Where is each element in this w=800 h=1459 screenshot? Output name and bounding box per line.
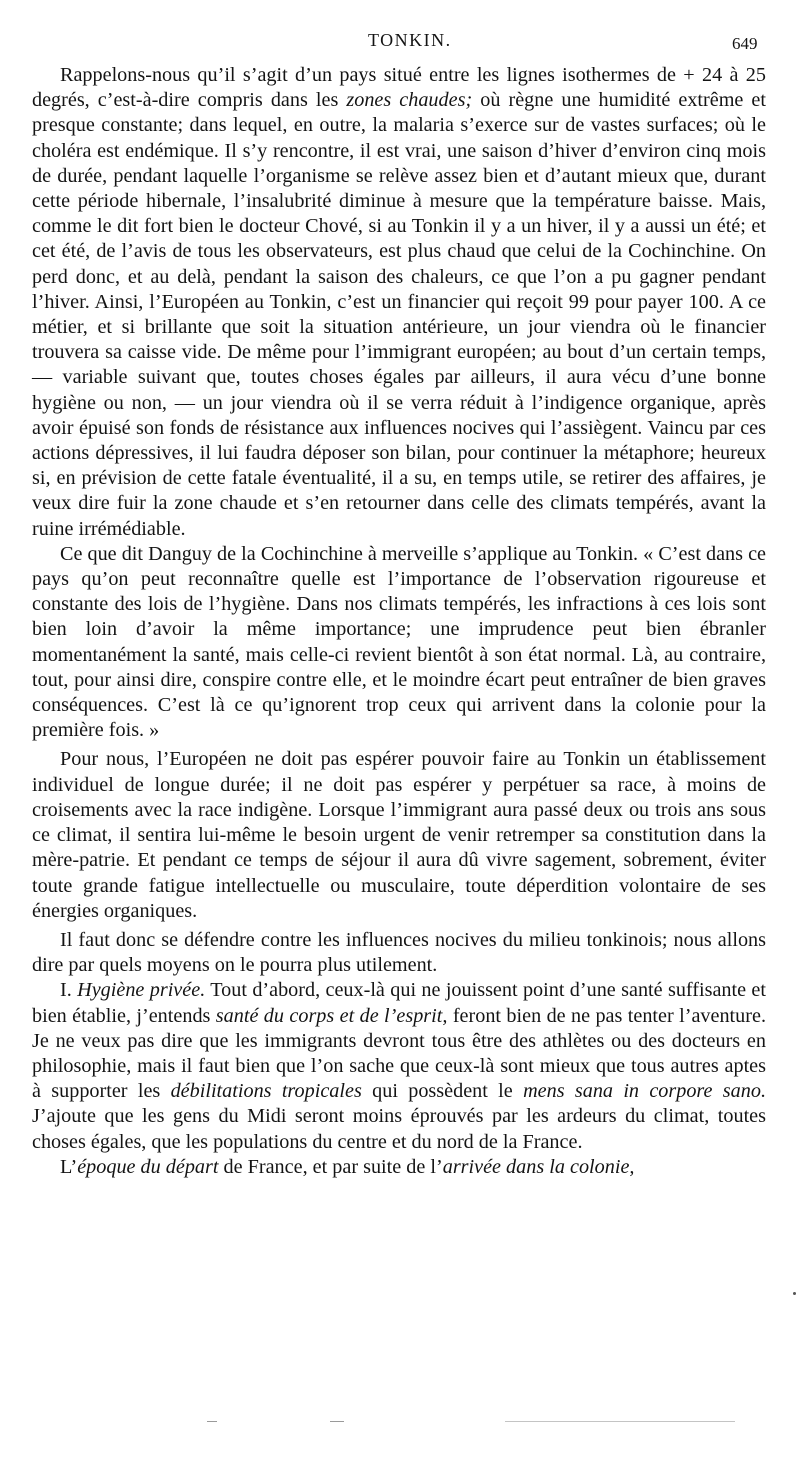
text-run: de France, et par suite de l’ xyxy=(218,1155,443,1178)
text-run: qui possèdent le xyxy=(361,1080,524,1103)
text-run: Rappelons-nous qu’il s’agit d’un pays situé entre les lignes isothermes de + 24 à 25 degrés, c’est-à-dire compris dans les xyxy=(32,64,766,112)
text-run: Il faut donc se défendre contre les influences nocives du milieu tonkinois; nous allons dire par quels moyens on le pourra plus utilement. xyxy=(32,928,766,977)
paragraph-6 xyxy=(32,1155,766,1180)
text-run: feront bien de ne pas tenter l’aventure. Je ne veux pas dire que les immigrants devront tous être des athlètes ou des docteurs en philosophie, mais il faut bien que l’on sache que ceux-là sont mieux que tous autres aptes à supporter les xyxy=(32,1004,766,1103)
italic-run: santé du corps et de l’esprit, xyxy=(215,1004,448,1027)
text-run: I. xyxy=(60,979,78,1002)
print-mark xyxy=(330,1421,344,1422)
bottom-print-marks xyxy=(0,1418,800,1428)
edge-speck xyxy=(793,1292,796,1295)
paragraph-5 xyxy=(32,978,766,1154)
italic-run: mens sana in corpore sano. xyxy=(523,1080,766,1103)
running-title: TONKIN. xyxy=(368,30,452,50)
print-mark xyxy=(505,1421,735,1422)
paragraph-2 xyxy=(32,542,766,744)
body-text xyxy=(32,63,766,1180)
italic-run: époque du départ xyxy=(77,1155,219,1178)
italic-run: arrivée dans la colonie, xyxy=(442,1155,635,1178)
paragraph-1 xyxy=(32,63,766,542)
italic-run: débilitations tropicales xyxy=(170,1080,362,1103)
text-run: où règne une humidité extrême et presque constante; dans lequel, en outre, la malaria s’exerce sur de vastes surfaces; où le choléra est endémique. Il s’y rencontre, il est vrai, une saison d’hiver d’environ cinq mois de durée, pendant laquelle l’organisme se relève assez bien et d’autant mieux que, durant cette période hibernale, l’insalubrité diminue à mesure que la température baisse. Mais, comme le dit fort bien le docteur Chové, si au Tonkin il y a un hiver, il y a aussi un été; et cet été, de l’avis de tous les observateurs, est plus chaud que celui de la Cochinchine. On perd donc, et au delà, pendant la saison des chaleurs, ce que l’on a pu gagner pendant l’hiver. Ainsi, l’Européen au Tonkin, c’est un financier qui reçoit 99 pour payer 100. A ce métier, et si brillante que soit la situation antérieure, un jour viendra où le financier trouvera sa caisse vide. De même pour l’immigrant européen; au bout d’un certain temps, — variable suivant que, toutes choses égales par ailleurs, il aura vécu d’une bonne hygiène ou non, — un jour viendra où il se verra réduit à l’indigence organique, après avoir épuisé son fonds de résistance aux influences nocives qui l’assiègent. Vaincu par ces actions dépressives, il lui faudra déposer son bilan, pour continuer la métaphore; heureux si, en prévision de cette fatale éventualité, il a su, en temps utile, se retirer des affaires, je veux dire fuir la zone chaude et s’en retourner dans celle des climats tempérés, avant la ruine irrémédiable. xyxy=(32,89,767,540)
italic-run: Hygiène privée. xyxy=(77,979,206,1002)
text-run: Ce que dit Danguy de la Cochinchine à merveille s’applique au Tonkin. « C’est dans ce pays qu’on peut reconnaître quelle est l’importance de l’observation rigoureuse et constante des lois de l’hygiène. Dans nos climats tempérés, les infractions à ces lois sont bien loin d’avoir la même importance; une imprudence peut bien ébranler momentanément la santé, mais celle-ci revient bientôt à son état normal. Là, au contraire, tout, pour ainsi dire, conspire contre elle, et le moindre écart peut entraîner de bien graves conséquences. C’est là ce qu’ignorent trop ceux qui arrivent dans la colonie pour la première fois. » xyxy=(32,542,766,742)
paragraph-4 xyxy=(32,928,766,978)
print-mark xyxy=(207,1421,217,1422)
text-run: L’ xyxy=(60,1155,78,1178)
text-run: J’ajoute que les gens du Midi seront moins éprouvés par les ardeurs du climat, toutes choses égales, que les populations du centre et du nord de la France. xyxy=(32,1105,766,1153)
text-run: Tout d’abord, ceux-là qui ne jouissent point d’une santé suffisante et bien établie, j’entends xyxy=(32,979,767,1027)
paragraph-3 xyxy=(32,747,766,923)
text-run: Pour nous, l’Européen ne doit pas espérer pouvoir faire au Tonkin un établissement individuel de longue durée; il ne doit pas espérer y perpétuer sa race, à moins de croisements avec la race indigène. Lorsque l’immigrant aura passé deux ou trois ans sous ce climat, il sentira lui-même le besoin urgent de venir retremper sa constitution dans la mère-patrie. Et pendant ce temps de séjour il aura dû vivre sagement, sobrement, éviter toute grande fatigue intellectuelle ou musculaire, toute déperdition volontaire de ses énergies organiques. xyxy=(32,748,766,922)
italic-run: zones chaudes; xyxy=(346,89,473,112)
page-number: 649 xyxy=(732,34,758,53)
running-head xyxy=(0,30,800,56)
